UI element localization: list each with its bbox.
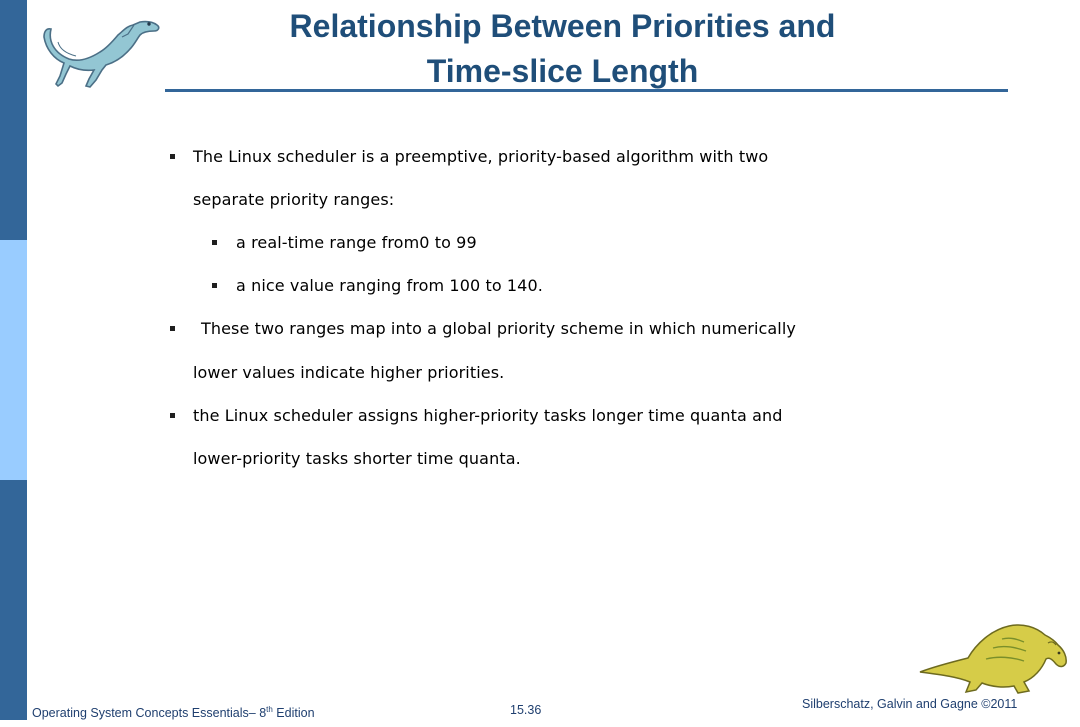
footer-book-title-suffix: Edition [272, 706, 315, 721]
bullet-marker [170, 413, 175, 418]
sub-bullet-2-text: a nice value ranging from 100 to 140. [236, 276, 543, 295]
page-title [170, 4, 955, 94]
dinosaur-icon [918, 614, 1070, 694]
footer-book-title-superscript: th [266, 705, 273, 714]
left-accent-bar [0, 0, 27, 720]
sub-bullet-marker [212, 240, 217, 245]
title-line-1: Relationship Between Priorities and [289, 8, 836, 44]
footer-book-title [32, 696, 315, 727]
title-underline [165, 89, 1008, 92]
bullet-3-line-1: the Linux scheduler assigns higher-priority tasks longer time quanta and [193, 406, 783, 425]
sub-bullet-1-text: a real-time range from0 to 99 [236, 233, 477, 252]
left-bar-light [0, 240, 27, 480]
left-bar-dark-bottom [0, 480, 27, 720]
footer-authors: Silberschatz, Galvin and Gagne ©2011 [802, 697, 1018, 711]
left-bar-dark-top [0, 0, 27, 240]
bullet-3-line-2-text: lower-priority tasks shorter time quanta. [193, 449, 521, 468]
footer-book-title-prefix: Operating System Concepts Essentials– 8 [32, 706, 267, 721]
bullet-2-line-2-text: lower values indicate higher priorities. [193, 363, 505, 382]
title-line-2: Time-slice Length [426, 53, 699, 89]
dinosaur-icon [36, 4, 166, 92]
footer-page-number: 15.36 [510, 703, 542, 717]
sub-bullet-marker [212, 283, 217, 288]
bullet-marker [170, 154, 175, 159]
bullet-2-line-1: These two ranges map into a global priority scheme in which numerically [201, 319, 796, 338]
bullet-1-line-1: The Linux scheduler is a preemptive, priority-based algorithm with two [193, 147, 769, 166]
bullet-1-line-2-text: separate priority ranges: [193, 190, 395, 209]
bullet-marker [170, 326, 175, 331]
